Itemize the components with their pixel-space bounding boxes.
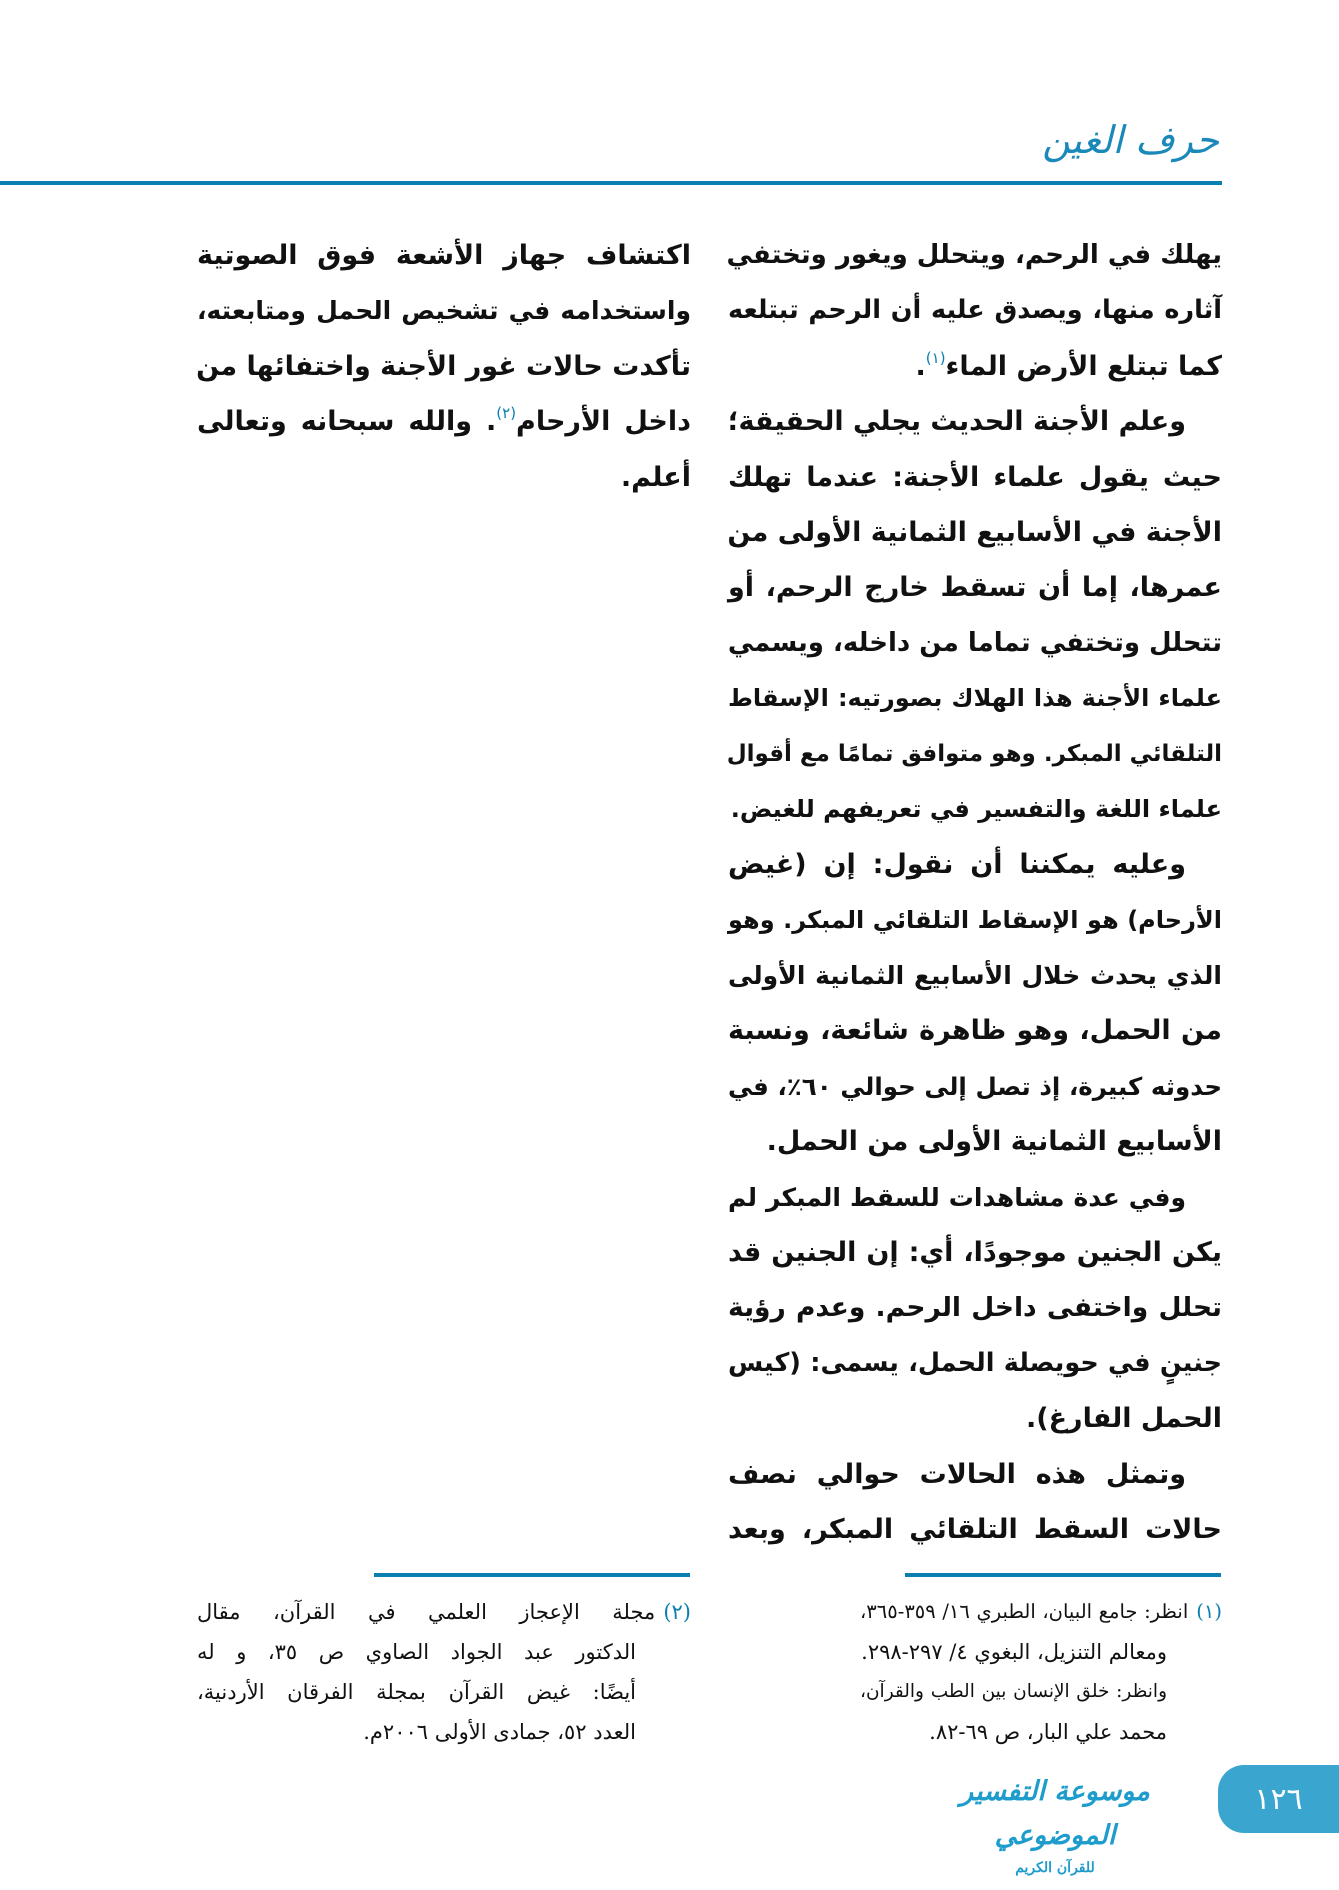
line-text: وتمثل هذه الحالات حوالي نصف [728,1458,1186,1490]
text-line [728,1003,1222,1058]
right-column [728,228,1222,1557]
line-text: تتحلل وتختفي تماما من داخله، ويسمي [727,627,1222,658]
text-line [728,1059,1222,1114]
line-text: وعليه يمكننا أن نقول: إن (غيض [728,849,1186,881]
text-line [197,283,691,338]
line-text: تحلل واختفى داخل الرحم. وعدم رؤية [728,1292,1222,1324]
text-line [197,228,691,283]
line-text: التلقائي المبكر. وهو متوافق تمامًا مع أقوال [726,740,1222,767]
line-text: واستخدامه في تشخيص الحمل ومتابعته، [197,296,691,326]
footnote-line: وانظر: خلق الإنسان بين الطب والقرآن، [860,1681,1167,1702]
text-line [728,893,1222,948]
footnote-line: محمد علي البار، ص ٦٩-٨٢. [929,1720,1167,1744]
footnote-line [860,1592,1222,1632]
text-line [197,394,691,449]
line-text: علماء الأجنة هذا الهلاك بصورتيه: الإسقاط [728,684,1222,713]
text-line [728,782,1222,837]
line-text: عمرها، إما أن تسقط خارج الرحم، أو [728,572,1222,604]
logo-subtitle: للقرآن الكريم [1015,1860,1095,1876]
line-text: وفي عدة مشاهدات للسقط المبكر لم [728,1182,1186,1212]
line-text: تأكدت حالات غور الأجنة واختفائها من [196,350,691,382]
left-column [197,228,691,505]
footnote-reference[interactable]: (١) [925,348,946,367]
line-text: الأسابيع الثمانية الأولى من الحمل. [766,1126,1222,1158]
footnote-1 [860,1592,1222,1752]
line-text: حيث يقول علماء الأجنة: عندما تهلك [728,461,1222,493]
line-text: الأرحام) هو الإسقاط التلقائي المبكر. وهو [728,905,1222,934]
line-text: . [915,350,926,382]
footnote-line: ومعالم التنزيل، البغوي ٤/ ٢٩٧-٢٩٨. [861,1640,1167,1664]
text-line [728,394,1222,449]
text-line [728,1391,1222,1446]
text-line [728,228,1222,283]
text-line [728,1114,1222,1169]
footnote-line: الدكتور عبد الجواد الصاوي ص ٣٥، و له [197,1640,636,1664]
text-line [197,339,691,394]
text-line [728,837,1222,892]
footnote-number: (٢) [663,1600,691,1624]
line-text: الحمل الفارغ). [1025,1403,1222,1435]
footnote-line: العدد ٥٢، جمادى الأولى ٢٠٠٦م. [363,1720,636,1744]
page-number-badge [1218,1765,1339,1833]
section-title: حرف الغين [1042,118,1219,162]
text-line [728,505,1222,560]
line-text: يهلك في الرحم، ويتحلل ويغور وتختفي [726,240,1222,270]
footnote-2 [197,1592,691,1752]
encyclopedia-logo [930,1770,1180,1876]
page-number: ١٢٦ [1254,1781,1303,1817]
line-text: آثاره منها، ويصدق عليه أن الرحم تبتلعه [728,295,1222,326]
text-line [728,1502,1222,1557]
line-text: علماء اللغة والتفسير في تعريفهم للغيض. [730,794,1222,823]
text-line [728,1447,1222,1502]
footnote-rule-left [374,1573,690,1577]
footnote-text: انظر: جامع البيان، الطبري ١٦/ ٣٥٩-٣٦٥، [860,1600,1189,1623]
line-text: كما تبتلع الأرض الماء [945,350,1222,382]
line-text: حدوثه كبيرة، إذ تصل إلى حوالي ٦٠٪، في [728,1071,1223,1101]
line-text: من الحمل، وهو ظاهرة شائعة، ونسبة [728,1015,1222,1047]
line-text: حالات السقط التلقائي المبكر، وبعد [728,1513,1222,1545]
footnote-line: أيضًا: غيض القرآن بمجلة الفرقان الأردنية، [197,1680,636,1704]
text-line [728,1280,1222,1335]
line-text: الذي يحدث خلال الأسابيع الثمانية الأولى [728,961,1222,991]
line-text: الأجنة في الأسابيع الثمانية الأولى من [727,516,1222,548]
text-line [728,616,1222,671]
line-text: . والله سبحانه وتعالى [197,406,497,438]
line-text: اكتشاف جهاز الأشعة فوق الصوتية [197,240,691,271]
logo-title: موسوعة التفسير الموضوعي [960,1776,1150,1851]
footnote-text: مجلة الإعجاز العلمي في القرآن، مقال [197,1600,656,1624]
line-text: وعلم الأجنة الحديث يجلي الحقيقة؛ [727,406,1186,438]
text-line [728,1170,1222,1225]
line-text: جنينٍ في حويصلة الحمل، يسمى: (كيس [728,1347,1222,1378]
footnote-line [197,1592,691,1632]
text-line [728,1225,1222,1280]
footnote-reference[interactable]: (٢) [496,404,517,423]
text-line [728,339,1222,394]
text-line [728,560,1222,615]
text-line [728,1336,1222,1391]
footnote-number: (١) [1196,1600,1222,1623]
text-line [728,671,1222,726]
footnote-rule-right [905,1573,1221,1577]
header-rule [0,181,1222,185]
line-text: أعلم. [620,461,691,493]
text-line [728,283,1222,338]
text-line [728,450,1222,505]
text-line [197,450,691,505]
line-text: يكن الجنين موجودًا، أي: إن الجنين قد [728,1237,1222,1269]
text-line [728,727,1222,782]
text-line [728,948,1222,1003]
line-text: داخل الأرحام [516,406,692,438]
